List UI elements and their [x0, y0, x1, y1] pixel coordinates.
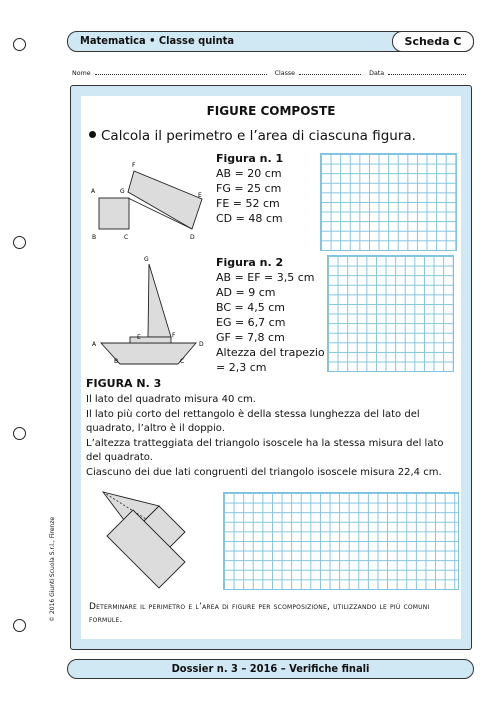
copyright: © 2016 Giunti Scuola S.r.l., Firenze	[49, 516, 56, 622]
figure-3-description: Il lato del quadrato misura 40 cm. Il lato più corto del rettangolo è della stessa lunghezza del lato del quadrato, l’altro è il doppio. L’altezza tratteggiata del triangolo isoscele ha la stessa misura del lato del quadrato. Ciascuno dei due lati congruenti del triangolo isoscele misura 22,4 cm.	[86, 394, 444, 478]
page-title: FIGURE COMPOSTE	[206, 104, 336, 118]
name-line	[72, 68, 472, 77]
worksheet-card	[70, 85, 472, 650]
footer-note: Determinare il perimetro e l’area di figure per scomposizione, utilizzando le più comuni formule.	[89, 602, 430, 625]
worksheet-tab: Scheda C	[392, 31, 474, 52]
fig1-point-A: A	[91, 188, 96, 195]
fig1-point-B: B	[92, 234, 97, 239]
figure-3-title: FIGURA N. 3	[86, 377, 162, 390]
figure-1-parallelogram	[128, 171, 202, 229]
header-title: Matematica • Classe quinta	[80, 34, 235, 47]
figure-1-square	[99, 198, 129, 229]
name-field[interactable]	[95, 68, 267, 75]
fig1-point-E: E	[198, 192, 202, 199]
figure-2-drawing	[86, 251, 211, 366]
figure-1-drawing	[86, 154, 206, 239]
figure-2-title: Figura n. 2	[216, 256, 284, 269]
date-label: Data	[369, 70, 385, 77]
fig2-point-E: E	[137, 334, 141, 341]
class-label: Classe	[274, 70, 296, 77]
footer-bar: Dossier n. 3 – 2016 – Verifiche finali	[67, 659, 474, 679]
worksheet-body	[81, 96, 461, 639]
figure-3-drawing	[93, 488, 208, 593]
fig1-point-G: G	[120, 188, 125, 195]
fig2-point-C: C	[180, 358, 185, 365]
figure-1-measures: AB = 20 cm FG = 25 cm FE = 52 cm CD = 48 cm	[216, 167, 283, 225]
figure-2-measures: AB = EF = 3,5 cm AD = 9 cm BC = 4,5 cm EG = 6,7 cm GF = 7,8 cm Altezza del trapezio = 2,3 cm	[216, 271, 325, 374]
binder-hole-middle	[13, 236, 26, 249]
fig2-point-F: F	[172, 332, 176, 339]
fig2-point-B: B	[114, 358, 119, 365]
fig1-point-D: D	[190, 234, 195, 239]
figure-2-grid[interactable]	[327, 255, 454, 372]
figure-1-title: Figura n. 1	[216, 152, 284, 165]
fig1-point-F: F	[132, 162, 136, 169]
fig1-point-C: C	[124, 234, 129, 239]
binder-hole-top	[13, 38, 26, 51]
figure-1-grid[interactable]	[320, 153, 457, 251]
date-field[interactable]	[388, 68, 466, 75]
figure-3-grid[interactable]	[223, 492, 459, 590]
fig2-point-A: A	[92, 341, 97, 348]
class-field[interactable]	[299, 68, 361, 75]
binder-hole-lower	[13, 427, 26, 440]
fig2-point-G: G	[144, 256, 149, 263]
figure-2-triangle	[148, 264, 171, 337]
instruction: Calcola il perimetro e l’area di ciascuna figura.	[89, 128, 416, 144]
name-label: Nome	[72, 70, 91, 77]
binder-hole-bottom	[13, 619, 26, 632]
fig2-point-D: D	[199, 341, 204, 348]
header-bar	[67, 31, 474, 52]
bullet-icon	[89, 131, 96, 138]
